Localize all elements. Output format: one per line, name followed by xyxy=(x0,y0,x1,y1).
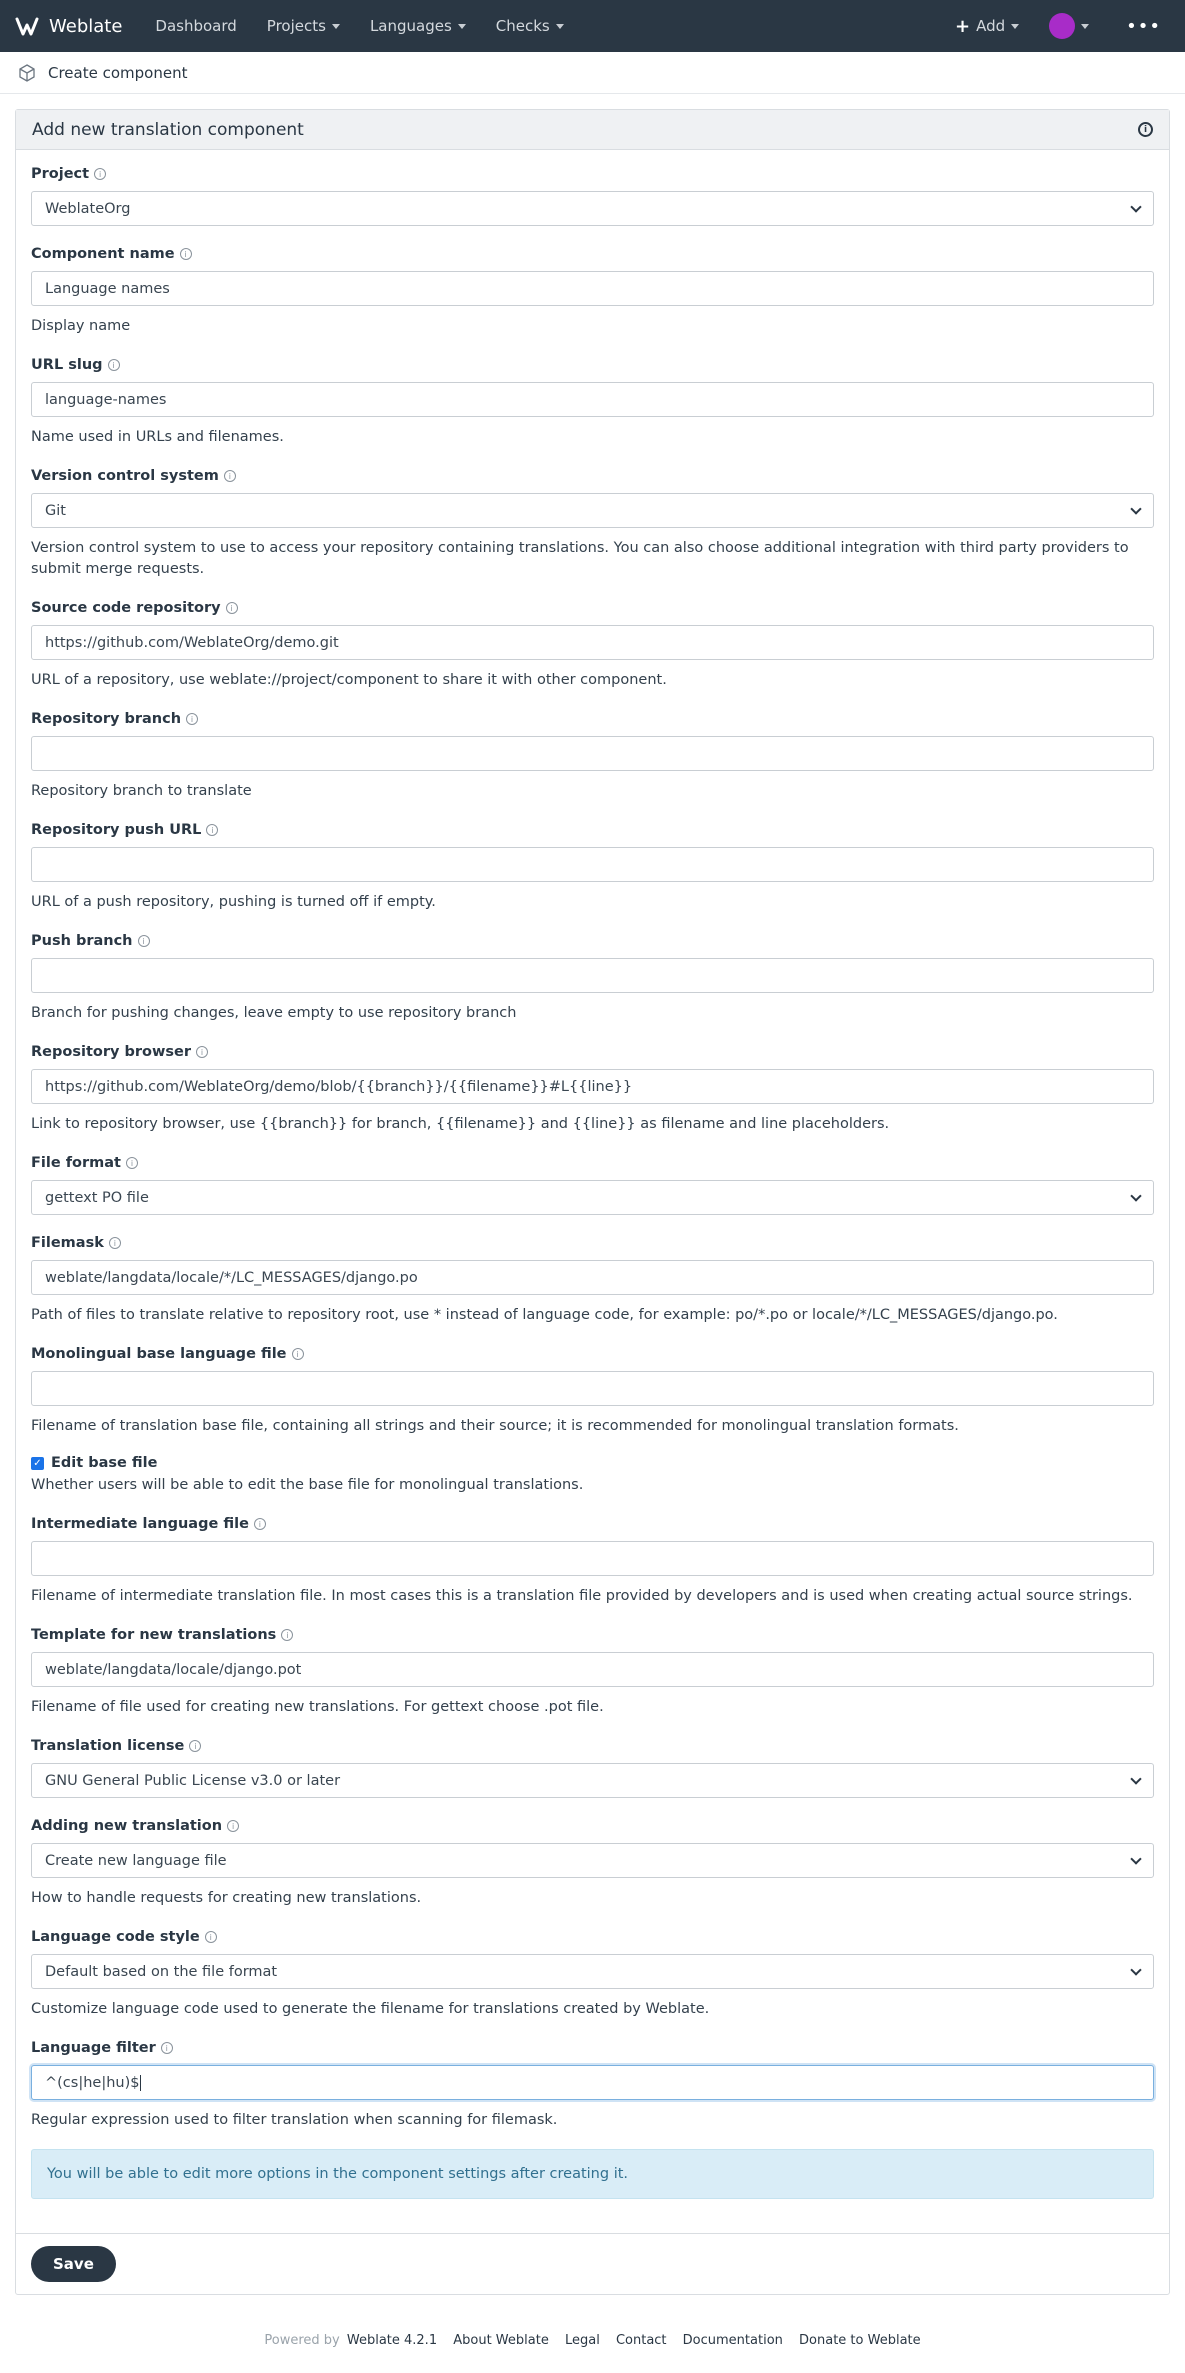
project-label: Project xyxy=(31,166,90,182)
code-style-select[interactable] xyxy=(31,1954,1154,1989)
field-vcs xyxy=(31,466,1154,580)
branch-input[interactable] xyxy=(31,736,1154,771)
field-push-branch xyxy=(31,931,1154,1024)
component-name-label: Component name xyxy=(31,246,175,262)
branch-help: Repository branch to translate xyxy=(31,783,252,799)
push-url-input[interactable] xyxy=(31,847,1154,882)
field-branch xyxy=(31,709,1154,802)
push-branch-input[interactable] xyxy=(31,958,1154,993)
nav-projects[interactable] xyxy=(252,0,355,52)
vcs-select[interactable] xyxy=(31,493,1154,528)
footer-version-link[interactable]: Weblate 4.2.1 xyxy=(346,2333,438,2348)
filemask-value: weblate/langdata/locale/*/LC_MESSAGES/django.po xyxy=(45,1269,418,1286)
repo-input[interactable] xyxy=(31,625,1154,660)
new-translation-help: How to handle requests for creating new translations. xyxy=(31,1890,422,1906)
intermediate-help: Filename of intermediate translation file. In most cases this is a translation file provided by developers and is used when creating actual source strings. xyxy=(31,1588,1133,1604)
project-value: WeblateOrg xyxy=(45,200,131,217)
repo-help: URL of a repository, use weblate://project/component to share it with other component. xyxy=(31,672,667,688)
file-format-select[interactable] xyxy=(31,1180,1154,1215)
page-footer xyxy=(0,2333,1185,2373)
field-license xyxy=(31,1736,1154,1798)
help-icon[interactable]: i xyxy=(138,935,150,947)
url-slug-value: language-names xyxy=(45,391,167,408)
repo-browser-value: https://github.com/WeblateOrg/demo/blob/{{branch}}/{{filename}}#L{{line}} xyxy=(45,1078,633,1095)
file-format-label: File format xyxy=(31,1155,121,1171)
branch-label: Repository branch xyxy=(31,711,182,727)
vcs-value: Git xyxy=(45,502,66,519)
push-branch-help: Branch for pushing changes, leave empty to use repository branch xyxy=(31,1005,517,1021)
vcs-help: Version control system to use to access your repository containing translations. You can also choose additional integration with third party providers to submit merge requests. xyxy=(31,540,1129,577)
new-translation-select[interactable] xyxy=(31,1843,1154,1878)
code-style-value: Default based on the file format xyxy=(45,1963,278,1980)
push-branch-label: Push branch xyxy=(31,933,133,949)
language-filter-label: Language filter xyxy=(31,2040,156,2056)
repo-browser-label: Repository browser xyxy=(31,1044,191,1060)
chevron-down-icon xyxy=(1130,1190,1141,1201)
chevron-down-icon xyxy=(1130,1964,1141,1975)
field-repo xyxy=(31,598,1154,691)
help-icon[interactable]: i xyxy=(180,248,192,260)
card-header xyxy=(16,110,1169,150)
help-icon[interactable]: i xyxy=(224,470,236,482)
footer-about-link[interactable]: About Weblate xyxy=(453,2333,549,2348)
help-icon[interactable]: i xyxy=(196,1046,208,1058)
template-new-value: weblate/langdata/locale/django.pot xyxy=(45,1661,302,1678)
help-icon[interactable]: i xyxy=(161,2042,173,2054)
component-name-value: Language names xyxy=(45,280,170,297)
mono-base-label: Monolingual base language file xyxy=(31,1346,287,1362)
help-icon[interactable]: i xyxy=(227,1820,239,1832)
field-project xyxy=(31,164,1154,226)
component-form-card xyxy=(15,109,1170,2295)
help-icon[interactable]: i xyxy=(94,168,106,180)
brand[interactable] xyxy=(14,13,122,39)
license-value: GNU General Public License v3.0 or later xyxy=(45,1772,341,1789)
filemask-label: Filemask xyxy=(31,1235,104,1251)
help-icon[interactable]: i xyxy=(108,359,120,371)
help-icon[interactable]: i xyxy=(281,1629,293,1641)
field-mono-base xyxy=(31,1344,1154,1437)
footer-documentation-link[interactable]: Documentation xyxy=(682,2333,783,2348)
nav-dashboard-label: Dashboard xyxy=(155,17,237,35)
license-select[interactable] xyxy=(31,1763,1154,1798)
filemask-input[interactable] xyxy=(31,1260,1154,1295)
push-url-label: Repository push URL xyxy=(31,822,202,838)
language-filter-help: Regular expression used to filter translation when scanning for filemask. xyxy=(31,2112,558,2128)
repo-browser-help: Link to repository browser, use {{branch}} for branch, {{filename}} and {{line}} as filename and line placeholders. xyxy=(31,1116,890,1132)
field-language-filter xyxy=(31,2038,1154,2131)
field-intermediate xyxy=(31,1514,1154,1607)
help-icon[interactable]: i xyxy=(186,713,198,725)
save-button[interactable]: Save xyxy=(31,2246,116,2282)
nav-checks-label: Checks xyxy=(495,17,550,35)
text-cursor xyxy=(140,2075,141,2091)
chevron-down-icon xyxy=(1130,503,1141,514)
language-filter-value: ^(cs|he|hu)$ xyxy=(45,2074,140,2091)
card-footer xyxy=(16,2233,1169,2294)
user-menu[interactable] xyxy=(1034,0,1104,52)
info-icon[interactable]: i xyxy=(1138,122,1153,137)
template-new-input[interactable] xyxy=(31,1652,1154,1687)
help-icon[interactable]: i xyxy=(206,824,218,836)
card-body xyxy=(16,150,1169,2233)
push-url-help: URL of a push repository, pushing is turned off if empty. xyxy=(31,894,436,910)
help-icon[interactable]: i xyxy=(109,1237,121,1249)
license-label: Translation license xyxy=(31,1738,185,1754)
field-new-translation xyxy=(31,1816,1154,1909)
field-edit-base xyxy=(31,1455,1154,1496)
url-slug-input[interactable] xyxy=(31,382,1154,417)
nav-add[interactable] xyxy=(940,0,1034,52)
footer-legal-link[interactable]: Legal xyxy=(564,2333,600,2348)
field-code-style xyxy=(31,1927,1154,2020)
project-select[interactable] xyxy=(31,191,1154,226)
footer-donate-link[interactable]: Donate to Weblate xyxy=(799,2333,921,2348)
chevron-down-icon xyxy=(1130,1853,1141,1864)
field-filemask xyxy=(31,1233,1154,1326)
help-icon[interactable]: i xyxy=(254,1518,266,1530)
edit-base-help: Whether users will be able to edit the base file for monolingual translations. xyxy=(31,1477,584,1493)
mono-base-input[interactable] xyxy=(31,1371,1154,1406)
new-translation-value: Create new language file xyxy=(45,1852,227,1869)
powered-by-text: Powered by xyxy=(264,2333,340,2348)
code-style-label: Language code style xyxy=(31,1929,200,1945)
field-repo-browser xyxy=(31,1042,1154,1135)
vcs-label: Version control system xyxy=(31,468,219,484)
repo-value: https://github.com/WeblateOrg/demo.git xyxy=(45,634,339,651)
caret-down-icon xyxy=(1011,24,1019,29)
nav-add-label: Add xyxy=(976,17,1006,35)
top-navbar xyxy=(0,0,1185,52)
url-slug-help: Name used in URLs and filenames. xyxy=(31,429,284,445)
nav-languages[interactable] xyxy=(355,0,481,52)
help-icon[interactable]: i xyxy=(205,1931,217,1943)
intermediate-label: Intermediate language file xyxy=(31,1516,249,1532)
card-title: Add new translation component xyxy=(32,119,304,140)
filemask-help: Path of files to translate relative to repository root, use * instead of language code, for example: po/*.po or locale/*/LC_MESSAGES/django.po. xyxy=(31,1307,1058,1323)
component-cube-icon xyxy=(18,64,36,82)
help-icon[interactable]: i xyxy=(226,602,238,614)
new-translation-label: Adding new translation xyxy=(31,1818,223,1834)
brand-name: Weblate xyxy=(49,15,123,37)
field-url-slug xyxy=(31,355,1154,448)
caret-down-icon xyxy=(332,24,340,29)
template-new-help: Filename of file used for creating new translations. For gettext choose .pot file. xyxy=(31,1699,604,1715)
nav-projects-label: Projects xyxy=(266,17,326,35)
footer-contact-link[interactable]: Contact xyxy=(615,2333,667,2348)
field-component-name xyxy=(31,244,1154,337)
chevron-down-icon xyxy=(1130,201,1141,212)
field-push-url xyxy=(31,820,1154,913)
edit-base-checkbox[interactable]: ✓ xyxy=(31,1457,44,1470)
field-template-new xyxy=(31,1625,1154,1718)
template-new-label: Template for new translations xyxy=(31,1627,277,1643)
caret-down-icon xyxy=(556,24,564,29)
repo-label: Source code repository xyxy=(31,600,221,616)
breadcrumb-label: Create component xyxy=(48,63,188,82)
help-icon[interactable]: i xyxy=(126,1157,138,1169)
nav-checks[interactable] xyxy=(481,0,579,52)
url-slug-label: URL slug xyxy=(31,357,103,373)
language-filter-input[interactable] xyxy=(31,2065,1154,2100)
component-name-input[interactable] xyxy=(31,271,1154,306)
help-icon[interactable]: i xyxy=(189,1740,201,1752)
field-file-format xyxy=(31,1153,1154,1215)
breadcrumb xyxy=(0,52,1185,94)
repo-browser-input[interactable] xyxy=(31,1069,1154,1104)
avatar xyxy=(1049,13,1075,39)
plus-icon: + xyxy=(955,15,971,37)
weblate-logo-icon xyxy=(14,13,40,39)
chevron-down-icon xyxy=(1130,1773,1141,1784)
file-format-value: gettext PO file xyxy=(45,1189,149,1206)
component-name-help: Display name xyxy=(31,318,131,334)
code-style-help: Customize language code used to generate the filename for translations created by Weblate. xyxy=(31,2001,710,2017)
caret-down-icon xyxy=(458,24,466,29)
help-icon[interactable]: i xyxy=(292,1348,304,1360)
mono-base-help: Filename of translation base file, containing all strings and their source; it is recommended for monolingual translation formats. xyxy=(31,1418,959,1434)
nav-languages-label: Languages xyxy=(369,17,452,35)
info-alert: You will be able to edit more options in the component settings after creating it. xyxy=(31,2149,1154,2199)
nav-dashboard[interactable] xyxy=(140,0,251,52)
more-menu-icon[interactable]: ••• xyxy=(1126,15,1161,37)
caret-down-icon xyxy=(1081,24,1089,29)
edit-base-label[interactable]: Edit base file xyxy=(51,1455,158,1471)
intermediate-input[interactable] xyxy=(31,1541,1154,1576)
